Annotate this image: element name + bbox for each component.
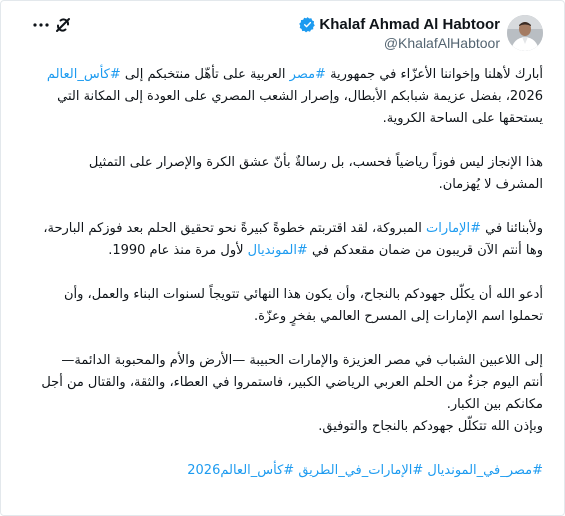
hashtag-link[interactable]: #كأس_العالم2026 xyxy=(187,463,295,478)
text-run: لأول مرة منذ عام 1990. xyxy=(108,243,248,258)
tweet-paragraph-1 xyxy=(41,64,543,130)
hashtag-row xyxy=(41,460,543,482)
text-run: ولأبنائنا في xyxy=(480,221,543,236)
text-run: 2026، بفضل عزيمة شبابكم الأبطال، وإصرار الشعب المصري على العودة إلى المكانة التي يستحقها على الساحة الكروية. xyxy=(57,89,543,126)
author-name-row[interactable] xyxy=(299,14,500,34)
verified-badge-icon xyxy=(299,16,316,33)
hashtag-link[interactable]: #مصر_في_المونديال xyxy=(427,463,543,478)
text-run: أبارك لأهلنا وإخواننا الأعزّاء في جمهورية xyxy=(325,67,543,82)
tweet-paragraph-2: هذا الإنجاز ليس فوزاً رياضياً فحسب، بل رسالةٌ بأنّ عشق الكرة والإصرار على التمثيل المشرف لا يُهزمان. xyxy=(88,155,543,192)
tweet-paragraph-3 xyxy=(41,218,543,262)
tweet-paragraph-5 xyxy=(41,350,543,438)
avatar-photo xyxy=(507,15,543,51)
author-name[interactable]: Khalaf Ahmad Al Habtoor xyxy=(319,15,500,33)
bottom-fade xyxy=(1,499,565,516)
tweet-header xyxy=(1,1,565,61)
no-link-icon[interactable] xyxy=(53,15,73,35)
hashtag-link[interactable]: #مصر xyxy=(289,67,326,82)
text-line: إلى اللاعبين الشباب في مصر العزيزة والإمارات الحبيبة —الأرض والأم والمحبوبة الدائمة— أنتم اليوم جزءٌ من الحلم العربي الرياضي الكبير، فاستمروا في العطاء، والثقة، والقتال من أجل مكانكم بين الكبار. xyxy=(41,353,543,412)
tweet-paragraph-4: أدعو الله أن يكلّل جهودكم بالنجاح، وأن يكون هذا النهائي تتويجاً لسنوات البناء والعمل، وأن تحملوا اسم الإمارات إلى المسرح العالمي بفخرٍ وعزّة. xyxy=(63,287,543,324)
text-run: العربية على تأهّل منتخبكم إلى xyxy=(120,67,290,82)
tweet-text xyxy=(41,64,543,482)
more-dots-icon xyxy=(32,16,50,34)
author-handle[interactable]: @KhalafAlHabtoor xyxy=(383,35,500,51)
text-line: وبإذن الله تتكلّل جهودكم بالنجاح والتوفيق. xyxy=(318,419,543,434)
hashtag-link[interactable]: #المونديال xyxy=(247,243,308,258)
avatar[interactable] xyxy=(507,15,543,51)
hashtag-link[interactable]: #الإمارات xyxy=(426,221,481,236)
hashtag-link[interactable]: #الإمارات_في_الطريق xyxy=(298,463,424,478)
hashtag-link[interactable]: #كأس_العالم xyxy=(46,67,121,82)
text-run: المبروكة، لقد اقتربتم خطوةً كبيرةً نحو تحقيق الحلم بعد فوزكم البارحة، وها أنتم الآن قريبون من ضمان مقعدكم في xyxy=(43,221,543,258)
more-options-button[interactable] xyxy=(31,15,51,35)
